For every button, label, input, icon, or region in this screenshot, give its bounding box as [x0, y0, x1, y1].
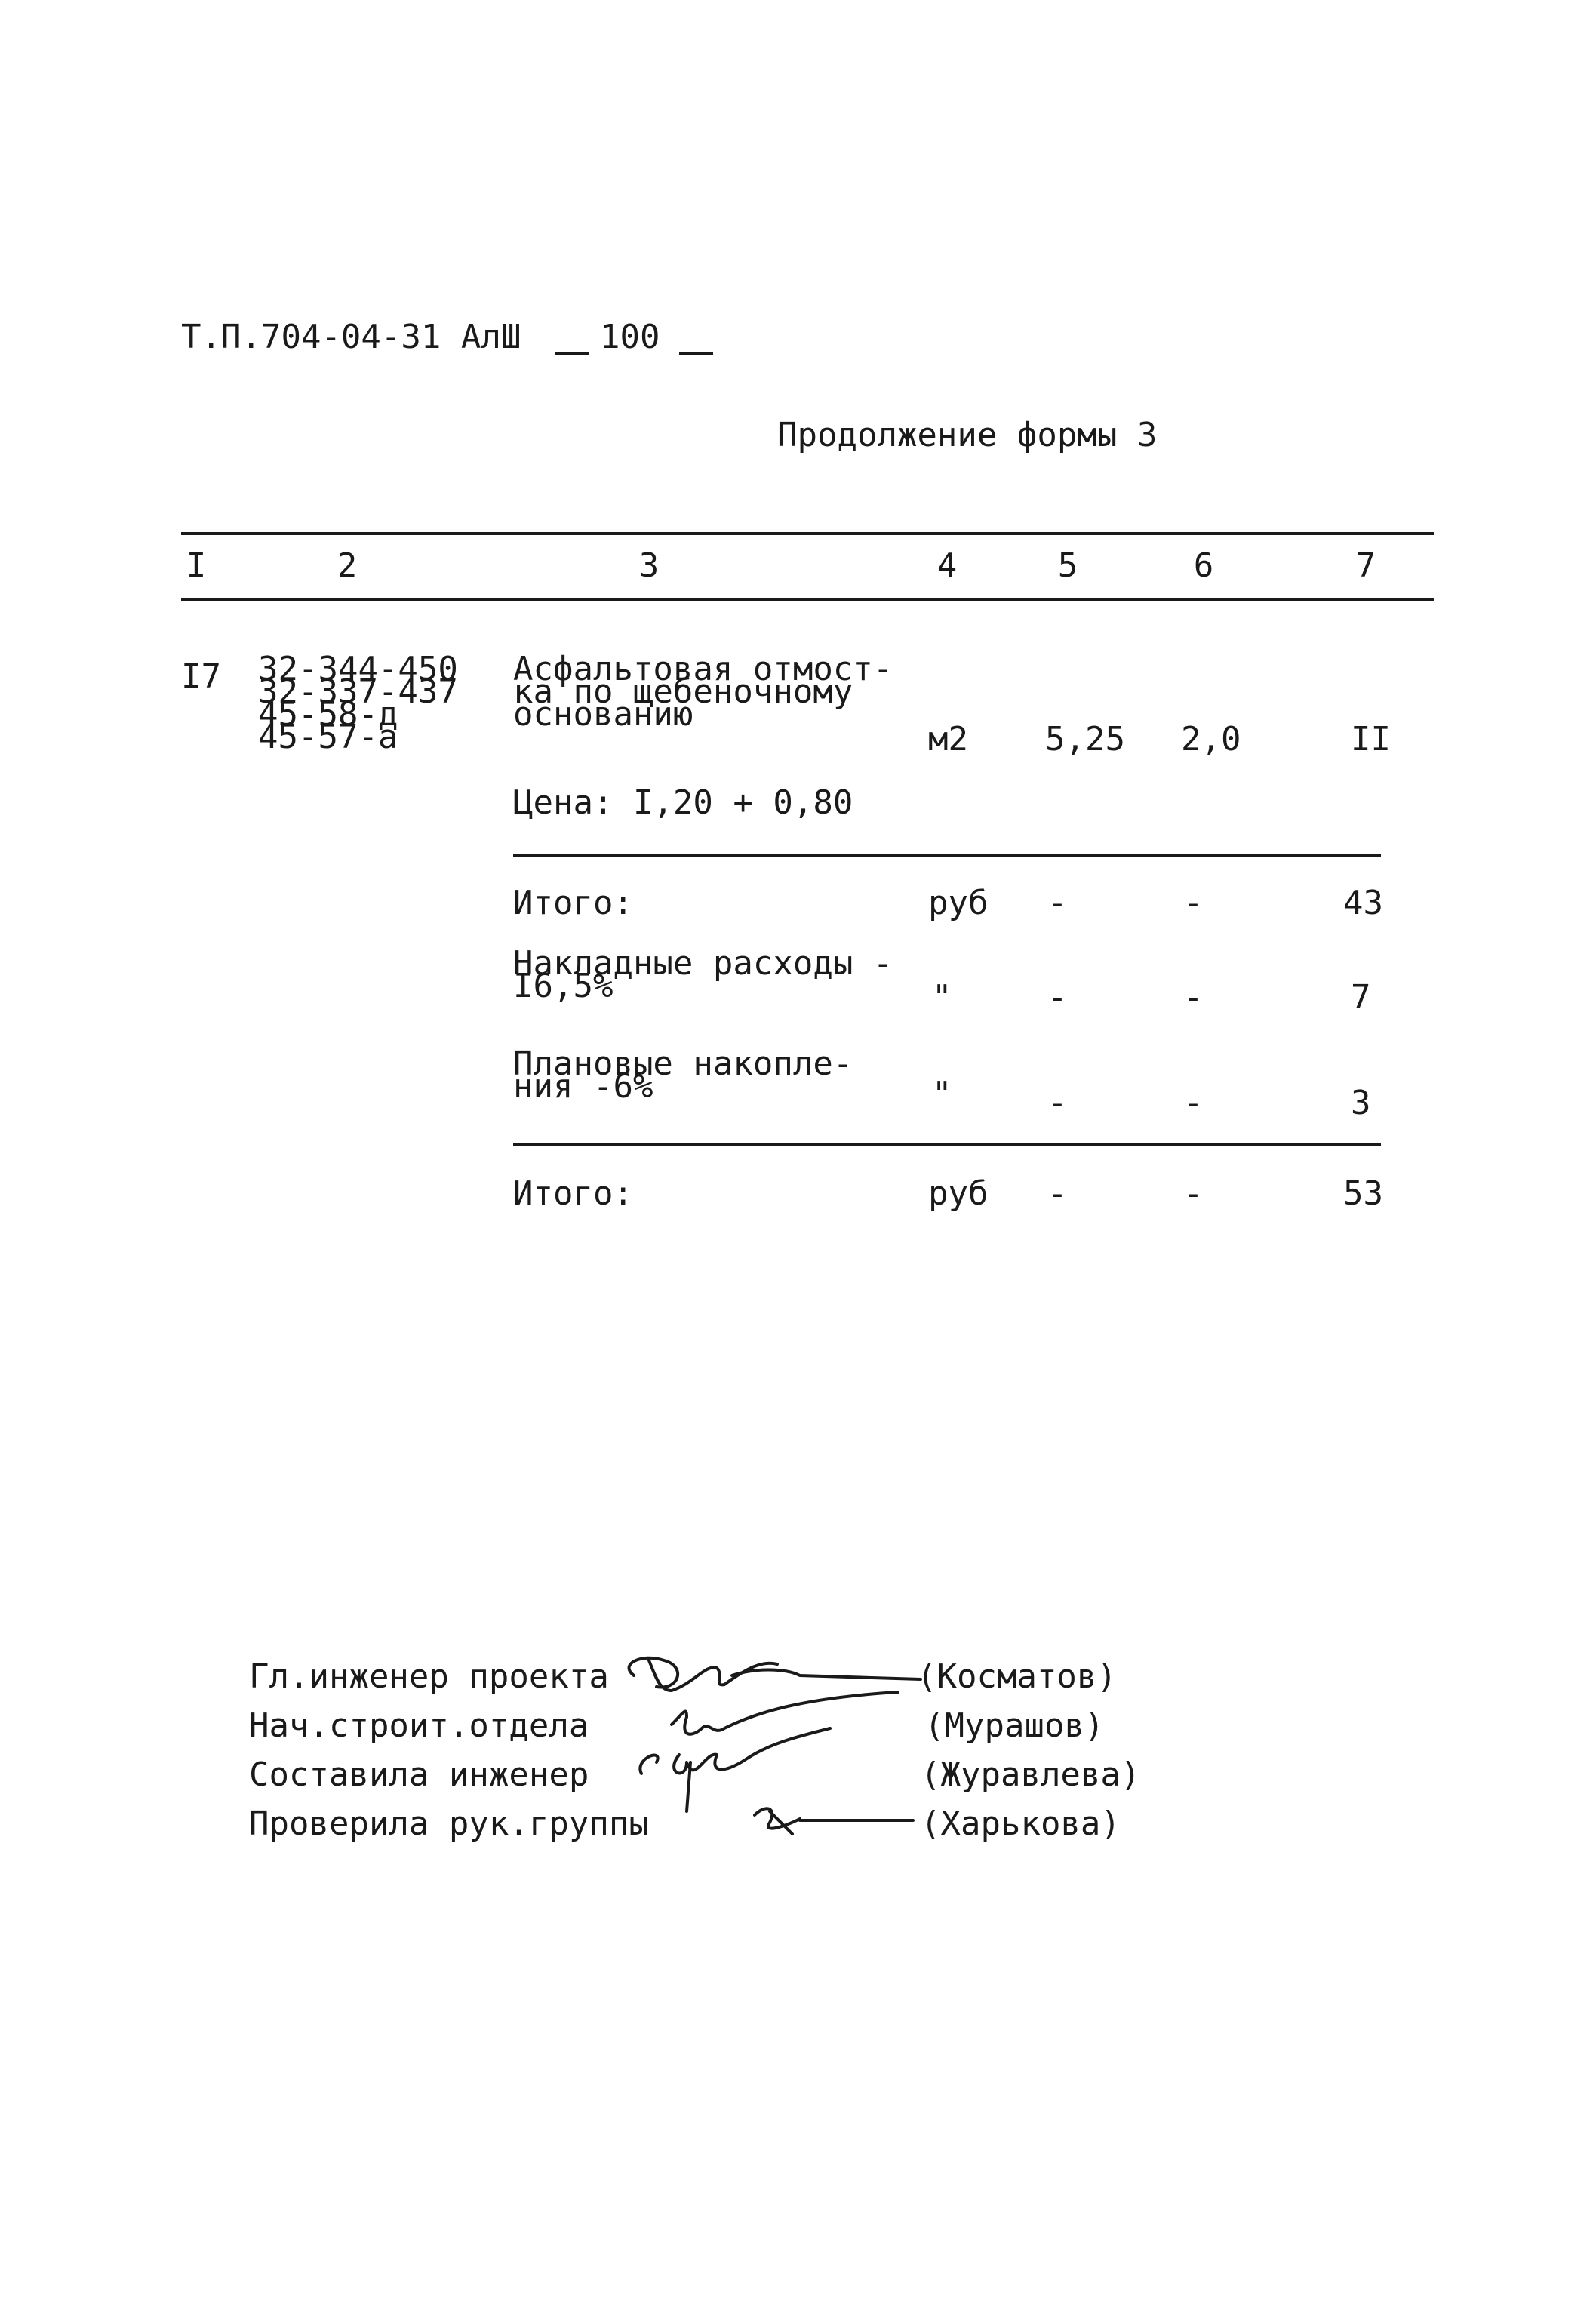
row-codes: 32-344-450 32-337-437 45-58-д 45-57-а: [258, 650, 458, 756]
col-header-2: 2: [337, 546, 358, 585]
signature-role-checked-by: Проверила рук.группы: [249, 1805, 649, 1843]
total-col6: -: [1183, 884, 1204, 922]
document-code: Т.П.704-04-31 АлШ: [181, 318, 521, 356]
total-col5: -: [1047, 884, 1068, 922]
col-header-1: I: [186, 546, 207, 585]
row-col7: II: [1351, 720, 1391, 758]
signature-name-checked-by: (Харькова): [921, 1805, 1121, 1843]
signature-murashov: [672, 1692, 898, 1734]
planned-savings-col6: -: [1183, 1084, 1204, 1122]
signature-role-compiled-by: Составила инженер: [249, 1755, 589, 1794]
signature-name-construction-head: (Мурашов): [924, 1706, 1105, 1745]
total-label: Итого:: [513, 884, 633, 922]
overhead-unit: ": [932, 978, 952, 1017]
signature-zhuravleva: [640, 1728, 830, 1811]
form-continuation-title: Продолжение формы 3: [777, 416, 1158, 454]
row-unit: м2: [928, 720, 968, 758]
grand-total-col6: -: [1183, 1174, 1204, 1213]
total-unit: руб: [928, 884, 989, 922]
planned-savings-label: Плановые накопле- ния -6%: [513, 1045, 853, 1106]
col-header-4: 4: [936, 546, 958, 585]
grand-total-label: Итого:: [513, 1174, 633, 1213]
subtotal-rule: [513, 854, 1381, 857]
grand-total-col5: -: [1047, 1174, 1068, 1213]
table-top-rule: [181, 532, 1434, 535]
planned-savings-col7: 3: [1351, 1084, 1371, 1122]
grand-total-col7: 53: [1343, 1174, 1383, 1213]
signature-kosmatov: [629, 1658, 921, 1691]
total-col7: 43: [1343, 884, 1383, 922]
page-number: 100: [600, 318, 660, 356]
grand-total-rule: [513, 1143, 1381, 1146]
planned-savings-col5: -: [1047, 1084, 1068, 1122]
row-col5: 5,25: [1045, 720, 1125, 758]
overhead-col7: 7: [1351, 978, 1371, 1017]
signature-role-chief-engineer: Гл.инженер проекта: [249, 1657, 609, 1696]
row-price: Цена: I,20 + 0,80: [513, 783, 853, 822]
col-header-3: 3: [638, 546, 660, 585]
grand-total-unit: руб: [928, 1174, 989, 1213]
signature-name-compiled-by: (Журавлева): [921, 1755, 1141, 1794]
handwritten-signatures: [574, 1623, 936, 1849]
signature-kharkova: [755, 1808, 913, 1834]
overhead-label: Накладные расходы - I6,5%: [513, 944, 893, 1005]
col-header-5: 5: [1057, 546, 1078, 585]
table-header-rule: [181, 598, 1434, 601]
signature-name-chief-engineer: (Косматов): [917, 1657, 1117, 1696]
overhead-col6: -: [1183, 978, 1204, 1017]
col-header-7: 7: [1355, 546, 1376, 585]
overhead-col5: -: [1047, 978, 1068, 1017]
code-dash-1: [555, 352, 589, 355]
planned-savings-unit: ": [932, 1075, 952, 1113]
signature-role-construction-head: Нач.строит.отдела: [249, 1706, 589, 1745]
row-number: I7: [181, 657, 221, 696]
row-description: Асфальтовая отмост- ка по щебеночному основанию: [513, 650, 893, 734]
row-col6: 2,0: [1181, 720, 1241, 758]
col-header-6: 6: [1193, 546, 1214, 585]
code-dash-2: [679, 352, 713, 355]
